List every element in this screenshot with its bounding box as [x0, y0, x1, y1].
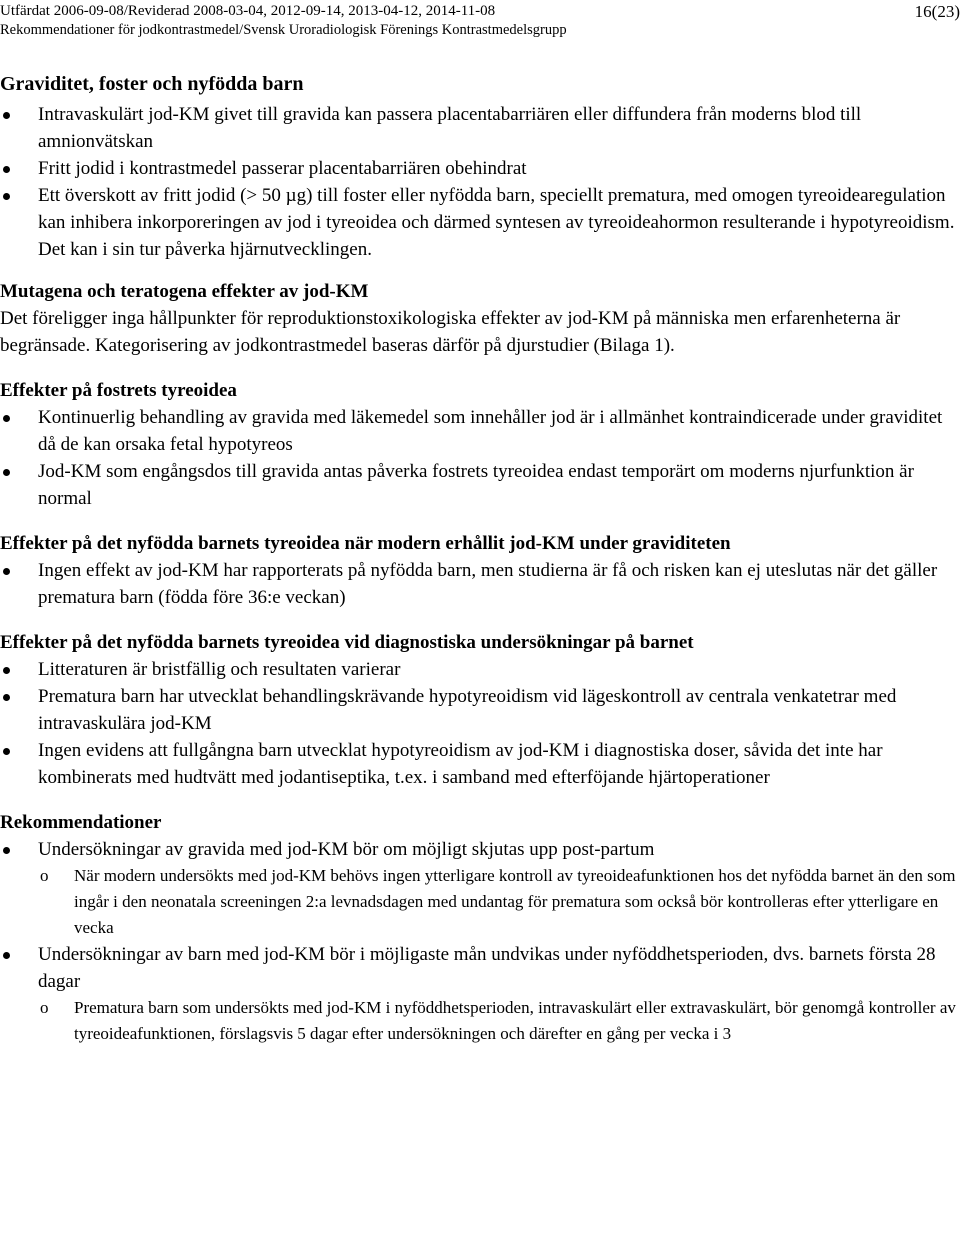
recommendations-list: [0, 836, 960, 863]
section-title-recommendations: Rekommendationer: [0, 812, 162, 833]
document-body: [0, 70, 960, 1047]
list-item: Ingen effekt av jod-KM har rapporterats på nyfödda barn, men studierna är få och risken kan ej uteslutas när det gäller prematura barn (födda före 36:e veckan): [0, 557, 960, 611]
fetal-thyroid-bullets: [0, 404, 960, 512]
section-title-pregnancy: Graviditet, foster och nyfödda barn: [0, 73, 304, 95]
list-item: Ingen evidens att fullgångna barn utvecklat hypotyreoidism av jod-KM i diagnostiska doser, såvida det inte har kombinerats med hudtvätt med jodantiseptika, t.ex. i samband med efterföjande hjärtoperationer: [0, 737, 960, 791]
section-title-newborn-maternal: Effekter på det nyfödda barnets tyreoidea när modern erhållit jod-KM under graviditeten: [0, 533, 731, 554]
recommendation-sublist: [0, 995, 960, 1047]
recommendation-sublist: [0, 863, 960, 941]
section-title-newborn-diagnostic: Effekter på det nyfödda barnets tyreoidea vid diagnostiska undersökningar på barnet: [0, 632, 694, 653]
list-item: Ett överskott av fritt jodid (> 50 µg) till foster eller nyfödda barn, speciellt prematura, med omogen tyreoidearegulation kan inhibera inkorporeringen av jod i tyreoidea och därmed syntesen av tyreoideahormon resulterande i hypotyreoidism. Det kan i sin tur påverka hjärnutvecklingen.: [0, 182, 960, 263]
list-item: Kontinuerlig behandling av gravida med läkemedel som innehåller jod är i allmänhet kontraindicerade under graviditet då de kan orsaka fetal hypotyreos: [0, 404, 960, 458]
newborn-diagnostic-bullets: [0, 656, 960, 791]
page-header: [0, 2, 960, 40]
recommendation-text: Undersökningar av gravida med jod-KM bör om möjligt skjutas upp post-partum: [38, 839, 655, 860]
recommendation-item: [0, 941, 960, 995]
section-title-mutagenic: Mutagena och teratogena effekter av jod-KM: [0, 281, 369, 302]
sub-list-item: o När modern undersökts med jod-KM behövs ingen ytterligare kontroll av tyreoideafunktionen hos det nyfödda barnet än den som ingår i den neonatala screeningen 2:a levnadsdagen med undantag för prematura som också bör kontrolleras efter ytterligare en vecka: [0, 863, 960, 941]
list-item: Litteraturen är bristfällig och resultaten varierar: [0, 656, 960, 683]
page-number: 16(23): [914, 2, 960, 21]
recommendations-list: [0, 941, 960, 995]
newborn-maternal-bullets: [0, 557, 960, 611]
list-item: Prematura barn har utvecklat behandlingskrävande hypotyreoidism vid lägeskontroll av centrala venkatetrar med intravaskulära jod-KM: [0, 683, 960, 737]
recommendation-text: Undersökningar av barn med jod-KM bör i möjligaste mån undvikas under nyföddhetsperioden, dvs. barnets första 28 dagar: [38, 944, 936, 992]
pregnancy-bullets: [0, 101, 960, 263]
recommendation-item: [0, 836, 960, 863]
issue-dates: Utfärdat 2006-09-08/Reviderad 2008-03-04, 2012-09-14, 2013-04-12, 2014-11-08: [0, 3, 496, 19]
document-subtitle: Rekommendationer för jodkontrastmedel/Svensk Uroradiologisk Förenings Kontrastmedelsgrupp: [0, 22, 567, 38]
mutagenic-paragraph: Det föreligger inga hållpunkter för reproduktionstoxikologiska effekter av jod-KM på människa men erfarenheterna är begränsade. Kategorisering av jodkontrastmedel baseras därför på djurstudier (Bilaga 1).: [0, 308, 901, 356]
section-title-fetal-thyroid: Effekter på fostrets tyreoidea: [0, 380, 237, 401]
sub-list-item: o Prematura barn som undersökts med jod-KM i nyföddhetsperioden, intravaskulärt eller extravaskulärt, bör genomgå kontroller av tyreoideafunktionen, förslagsvis 5 dagar efter undersökningen och därefter en gång per vecka i 3: [0, 995, 960, 1047]
list-item: Fritt jodid i kontrastmedel passerar placentabarriären obehindrat: [0, 155, 960, 182]
list-item: Jod-KM som engångsdos till gravida antas påverka fostrets tyreoidea endast temporärt om moderns njurfunktion är normal: [0, 458, 960, 512]
list-item: Intravaskulärt jod-KM givet till gravida kan passera placentabarriären eller diffundera från moderns blod till amnionvätskan: [0, 101, 960, 155]
